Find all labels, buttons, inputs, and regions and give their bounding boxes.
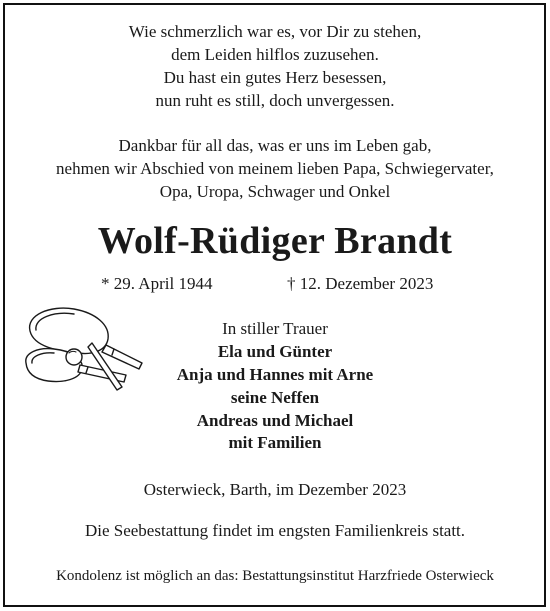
condolence-note: Kondolenz ist möglich an das: Bestattungsinstitut Harzfriede Osterwieck (56, 568, 494, 584)
poem-line-2: dem Leiden hilflos zuzusehen. (171, 45, 379, 64)
intro-line-1: Dankbar für all das, was er uns im Leben gab, (118, 136, 432, 155)
mourner-line-5: mit Familien (228, 433, 322, 452)
mourning-intro: In stiller Trauer (222, 319, 328, 338)
intro-line-2: nehmen wir Abschied von meinem lieben Papa, Schwiegervater, (56, 159, 494, 178)
mourner-line-3: seine Neffen (230, 388, 320, 407)
place-date: Osterwieck, Barth, im Dezember 2023 (143, 480, 407, 499)
death-date: † 12. Dezember 2023 (287, 274, 434, 293)
mourner-line-1: Ela und Günter (217, 342, 333, 361)
birth-date: * 29. April 1944 (101, 274, 213, 293)
deceased-name: Wolf-Rüdiger Brandt (97, 220, 453, 262)
poem-line-4: nun ruht es still, doch unvergessen. (155, 91, 395, 110)
mourner-line-4: Andreas und Michael (196, 411, 354, 430)
poem-line-3: Du hast ein gutes Herz besessen, (163, 68, 387, 87)
poem-line-1: Wie schmerzlich war es, vor Dir zu stehen, (128, 22, 422, 41)
funeral-note: Die Seebestattung findet im engsten Familienkreis statt. (84, 521, 466, 540)
intro-line-3: Opa, Uropa, Schwager und Onkel (159, 182, 391, 201)
mourner-line-2: Anja und Hannes mit Arne (176, 365, 374, 384)
